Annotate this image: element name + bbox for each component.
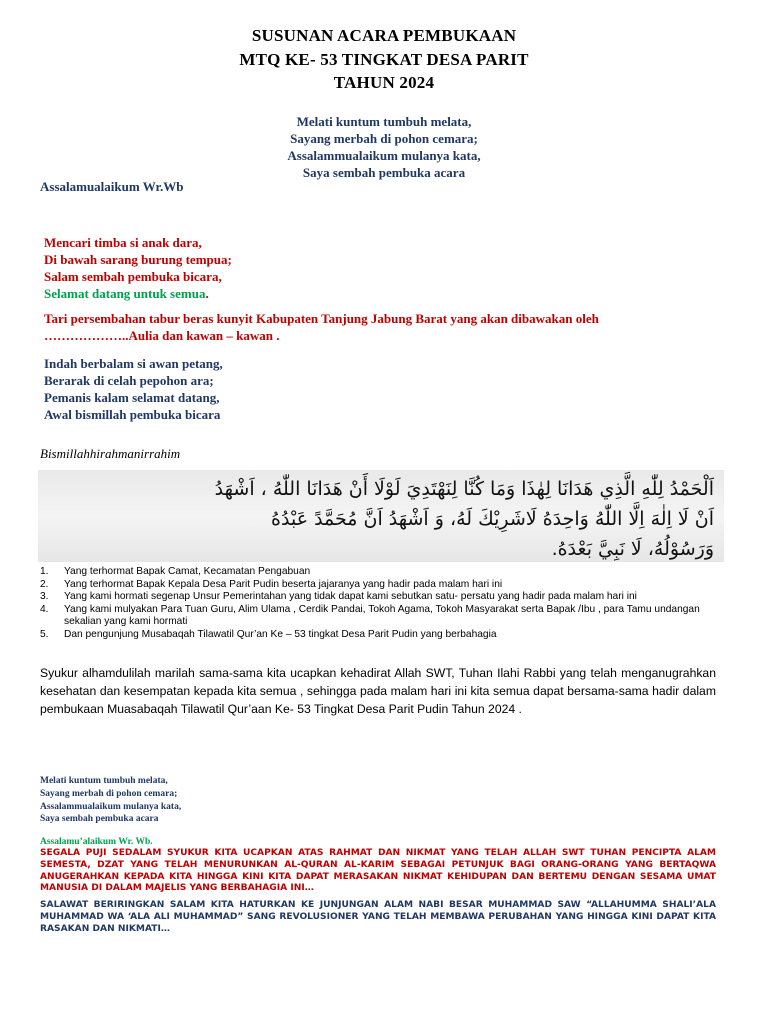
arabic-line: اَنْ لَا اِلٰهَ اِلَّا اللّٰهُ وَاحِدَهُ لَاشَرِيْكَ لَهُ، وَ اَشْهَدُ اَنَّ مُحَمَّدً عَبْدُهُ bbox=[271, 508, 714, 530]
pantun-line: Mencari timba si anak dara, bbox=[44, 235, 202, 250]
list-item bbox=[40, 579, 730, 592]
pantun-line: Pemanis kalam selamat datang, bbox=[44, 390, 220, 405]
welcome-text: Selamat datang untuk semua bbox=[44, 286, 206, 301]
list-number: 1. bbox=[40, 566, 49, 577]
pantun-line: Assalammualaikum mulanya kata, bbox=[40, 801, 182, 812]
list-item bbox=[40, 591, 730, 604]
tari-line-1: Tari persembahan tabur beras kunyit Kabupaten Tanjung Jabung Barat yang akan dibawakan oleh bbox=[44, 311, 599, 326]
segala-puji-paragraph: SEGALA PUJI SEDALAM SYUKUR KITA UCAPKAN ATAS RAHMAT DAN NIKMAT YANG TELAH ALLAH SWT TUHAN PENCIPTA ALAM SEMESTA, DZAT YANG TELAH MENURUNKAN AL-QURAN AL-KARIM SEBAGAI PETUNJUK BAGI ORANG-ORANG YANG BERTAQWA ANUGERAHKAN KEPADA KITA HINGGA KINI KITA DAPAT MERASAKAN NIKMAT KEHIDUPAN DAN BERTEMU DENGAN SESAMA UMAT MANUSIA DI DALAM MAJELIS YANG BERBAHAGIA INI… bbox=[40, 848, 716, 894]
period: . bbox=[205, 286, 209, 301]
syukur-paragraph: Syukur alhamdulilah marilah sama-sama kita ucapkan kehadirat Allah SWT, Tuhan Ilahi Rabbi yang telah menganugrahkan kesehatan dan kesempatan kepada kita semua , sehingga pada malam hari ini kita semua dapat bersama-sama hadir dalam pembukaan Muasabaqah Tilawatil Qur’aan Ke- 53 Tingkat Desa Parit Pudin Tahun 2024 . bbox=[40, 666, 716, 716]
pantun-line: Sayang merbah di pohon cemara; bbox=[40, 788, 178, 799]
pantun-welcome bbox=[44, 234, 232, 302]
pantun-line: Berarak di celah pepohon ara; bbox=[44, 373, 214, 388]
pantun-line: Saya sembah pembuka acara bbox=[302, 165, 466, 180]
list-number: 3. bbox=[40, 591, 49, 602]
pantun-opening bbox=[0, 113, 768, 181]
pantun-line: Indah berbalam si awan petang, bbox=[44, 356, 223, 371]
list-text: Yang kami mulyakan Para Tuan Guru, Alim Ulama , Cerdik Pandai, Tokoh Agama, Tokoh Masyarakat serta Bapak /Ibu , para Tamu undangan sekalian yang kami hormati bbox=[64, 603, 700, 627]
pantun-line: Sayang merbah di pohon cemara; bbox=[290, 131, 478, 146]
arabic-line: وَرَسُوْلُهُ، لَا نَبِيَّ بَعْدَهُ. bbox=[551, 538, 714, 560]
pantun-line: Assalammualaikum mulanya kata, bbox=[287, 148, 481, 163]
pantun-line: Salam sembah pembuka bicara, bbox=[44, 269, 222, 284]
greeting-salam: Assalamualaikum Wr.Wb bbox=[40, 179, 184, 194]
greeting-salam-2: Assalamu’alaikum Wr. Wb. bbox=[40, 837, 153, 847]
list-number: 2. bbox=[40, 578, 49, 590]
list-text: Yang terhormat Bapak Kepala Desa Parit Pudin beserta jajaranya yang hadir pada malam hari ini bbox=[64, 578, 503, 590]
pantun-small bbox=[40, 775, 181, 826]
pantun-line-last bbox=[44, 285, 232, 302]
pantun-line: Di bawah sarang burung tempua; bbox=[44, 252, 232, 267]
pantun-line: Melati kuntum tumbuh melata, bbox=[296, 114, 472, 129]
list-number: 5. bbox=[40, 628, 49, 640]
pantun-line: Awal bismillah pembuka bicara bbox=[44, 407, 221, 422]
list-text: Dan pengunjung Musabaqah Tilawatil Qur’an Ke – 53 tingkat Desa Parit Pudin yang berbahagia bbox=[64, 628, 497, 640]
list-number: 4. bbox=[40, 603, 49, 615]
arabic-opening-image bbox=[38, 470, 724, 562]
list-item bbox=[40, 629, 730, 642]
salawat-paragraph: SALAWAT BERIRINGKAN SALAM KITA HATURKAN KE JUNJUNGAN ALAM NABI BESAR MUHAMMAD SAW “ALLAHUMMA SHALI’ALA MUHAMMAD WA ‘ALA ALI MUHAMMAD” SANG REVOLUSIONER YANG TELAH MEMBAWA PERUBAHAN YANG HINGGA KINI DAPAT KITA RASAKAN DAN NIKMATI… bbox=[40, 900, 716, 934]
pantun-line: Melati kuntum tumbuh melata, bbox=[40, 776, 168, 786]
title-line-2: MTQ KE- 53 TINGKAT DESA PARIT bbox=[239, 50, 529, 69]
bismillah-text: Bismillahhirahmanirrahim bbox=[40, 446, 181, 461]
title-line-1: SUSUNAN ACARA PEMBUKAAN bbox=[251, 26, 517, 45]
list-text: Yang kami hormati segenap Unsur Pemerintahan yang tidak dapat kami sebutkan satu- persatu yang hadir pada malam hari ini bbox=[64, 591, 637, 602]
pantun-line: Saya sembah pembuka acara bbox=[40, 814, 159, 825]
pantun-evening bbox=[44, 355, 223, 423]
honorific-list bbox=[40, 566, 730, 641]
arabic-line: اَلْحَمْدُ لِلّٰهِ الَّذِي هَدَانَا لِهٰذَا وَمَا كُنَّا لِنَهْتَدِيَ لَوْلَا أَنْ هَدَانَا اللّٰهُ ، اَشْهَدُ bbox=[214, 478, 714, 500]
tari-line-2: ………………..Aulia dan kawan – kawan . bbox=[44, 328, 280, 343]
list-text: Yang terhormat Bapak Camat, Kecamatan Pengabuan bbox=[64, 566, 311, 577]
title-line-3: TAHUN 2024 bbox=[333, 73, 435, 92]
tari-announcement bbox=[44, 310, 734, 344]
list-item bbox=[40, 566, 730, 579]
list-item bbox=[40, 604, 730, 629]
